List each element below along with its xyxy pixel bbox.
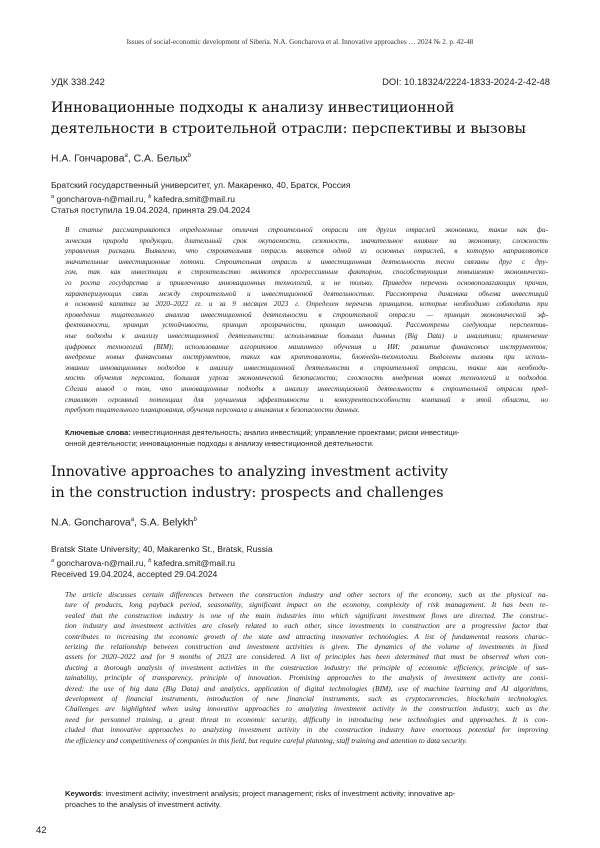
title-ru: [51, 98, 550, 140]
abstract-line: гом, так как инвестиции в строительство являются прогрессивным фактором, способствующим повышению экономическо-: [65, 268, 548, 277]
abstract-line: The article discusses certain differences between the construction industry and other sectors of the economy, such as the physical na-: [65, 590, 548, 599]
keywords-line: [65, 788, 548, 799]
abstract-line: В статье рассматриваются определенные отличия строительной отрасли от других отраслей экономики, такие как фи-: [65, 226, 548, 234]
abstract-line: tainability, principle of transparency, principle of innovation. Promising approaches to the analysis of investment activity are consi-: [65, 673, 548, 683]
author-separator: ,: [134, 517, 140, 529]
abstract-line: the efficiency and competitiveness of companies in this field, but require careful planning, staff training and attention to data security.: [65, 735, 468, 745]
title-ru-line: Инновационные подходы к анализу инвестиционной: [51, 100, 455, 116]
keywords-text: инвестиционная деятельность; анализ инвестиций; управление проектами; риски инвестици-: [130, 428, 460, 437]
abstract-en: [65, 590, 548, 746]
abstract-line: ture of products, long payback period, seasonality, significant impact on the economy, complexity of risk management. It has been re-: [65, 600, 548, 610]
affiliation-ru: [51, 180, 550, 217]
abstract-line: terizing the relationship between construction and investment activities is given. The dynamics of the volume of investments in fixed: [65, 642, 548, 652]
received-date: Статья поступила 19.04.2024, принята 29.04.2024: [51, 205, 251, 216]
keywords-text: : investment activity; investment analysis; project management; risks of investment activity; innovative ap-: [101, 789, 456, 798]
affiliation-mark: b: [193, 517, 197, 523]
email-link[interactable]: kafedra.smit@mail.ru: [151, 193, 236, 204]
author-name: N.A. Goncharova: [51, 517, 131, 529]
abstract-line: assets for 2020–2022 and for 9 months of 2023 are considered. A list of principles has been determined that must be observed when con-: [65, 652, 548, 662]
article-identifiers: [51, 76, 550, 88]
title-en-line: Innovative approaches to analyzing investment activity: [51, 464, 449, 480]
title-ru-line: деятельности в строительной отрасли: перспективы и вызовы: [51, 121, 526, 137]
abstract-line: проведении тщательного анализа инвестиционной деятельности в строительной отрасли — принцип экономической эф-: [65, 310, 548, 319]
abstract-line: внедрение новых финансовых инструментов, таких как криптовалюты, блокчейн-технологии. Выделены вызовы при исполь-: [65, 353, 548, 362]
abstract-line: требуют тщательного планирования, обучения персонала и внимания к безопасности данных.: [65, 406, 360, 415]
emails: [51, 556, 550, 569]
author-name: Н.А. Гончарова: [51, 153, 125, 165]
running-head: Issues of social-economic development of Siberia. N.A. Goncharova et al. Innovative approaches … 2024 № 2. p. 42-48: [126, 38, 474, 46]
abstract-line: dered: the use of big data (Big Data) and analytics, application of digital technologies (BIM), use of machine learning and AI algorithms,: [65, 683, 548, 693]
keywords-en: [65, 788, 548, 810]
affiliation-en: [51, 544, 550, 581]
institution: Bratsk State University; 40, Makarenko St., Bratsk, Russia: [51, 544, 273, 554]
abstract-line: ducting a thorough analysis of investment activities in the construction industry: the principle of economic efficiency, principle of sus-: [65, 662, 548, 672]
abstract-line: cluded that innovative approaches to analyzing investment activity in the construction industry have enormous potential for improving: [65, 725, 548, 735]
email-link[interactable]: kafedra.smit@mail.ru: [151, 557, 236, 568]
abstract-line: зовании инновационных подходов к анализу инвестиционной деятельности в строительной отрасли, такие как необходи-: [65, 363, 548, 372]
abstract-line: contributes to increasing the economic growth of the state and attracting innovative technologies. A list of fundamental reasons charac-: [65, 631, 548, 641]
abstract-line: ные подходы к анализу инвестиционной деятельности: использование больших данных (Big Data) и аналитики; применение: [65, 331, 548, 340]
keywords-line: онной деятельности; инновационные подходы к анализу инвестиционной деятельности.: [65, 439, 374, 448]
emails: [51, 192, 550, 205]
keywords-label: Keywords: [65, 789, 102, 798]
affiliation-mark: a: [51, 557, 55, 564]
abstract-line: характеризующих связь между строительной и инвестиционной деятельностью. Рассмотрена динамика объема инвестиций: [65, 289, 548, 298]
abstract-line: ставляют огромный потенциал для улучшения эффективности и конкурентоспособности компаний в этой области, но: [65, 395, 548, 404]
institution: Братский государственный университет, ул. Макаренко, 40, Братск, Россия: [51, 180, 351, 190]
affiliation-mark: a: [51, 193, 55, 200]
email-link[interactable]: goncharova-n@mail.ru,: [54, 557, 149, 568]
affiliation-mark: a: [124, 153, 128, 159]
abstract-line: значительные инвестиционные потоки. Строительная отрасль и инвестиционная деятельность тесно связаны друг с дру-: [65, 257, 548, 266]
abstract-line: управления рисками. Выявлено, что строительная отрасль является одной из основных отраслей, в которую направляются: [65, 247, 548, 256]
keywords-ru: [65, 427, 548, 449]
received-date: Received 19.04.2024, accepted 29.04.2024: [51, 569, 218, 580]
abstract-line: го роста государства и привлечению инновационных технологий, и не только. Приведен перечень основополагающих причин,: [65, 278, 548, 287]
abstract-line: Сделан вывод о том, что инновационные подходы к анализу инвестиционной деятельности в строительной отрасли пред-: [65, 384, 548, 393]
affiliation-mark: b: [187, 153, 192, 159]
keywords-line: proaches to the analysis of investment activity.: [65, 800, 222, 809]
email-link[interactable]: goncharova-n@mail.ru,: [54, 193, 149, 204]
abstract-line: development of financial instruments, introduction of new financial instruments, such as cryptocurrencies, blockchain technologies.: [65, 694, 548, 704]
page-number: 42: [36, 825, 47, 836]
abstract-line: мость обучения персонала, большая угроза экономической безопасности; сложность внедрения новых технологий и подходов.: [65, 374, 548, 383]
authors-ru: [51, 153, 191, 164]
abstract-line: в основной капитал за 2020–2022 гг. и за 9 месяцев 2023 г. Определен перечень принципов, которые необходимо соблюдать при: [65, 300, 548, 309]
authors-en: [51, 517, 197, 528]
title-en: [51, 462, 550, 504]
doi[interactable]: DOI: 10.18324/2224-1833-2024-2-42-48: [382, 76, 550, 87]
keywords-label: Ключевые слова:: [65, 428, 131, 437]
author-name: С.А. Белых: [133, 153, 188, 165]
abstract-line: цифровых технологий (BIM); использование алгоритмов машинного обучения и ИИ; развитие финансовых инструментов;: [65, 342, 548, 351]
abstract-line: Challenges are highlighted when using innovative approaches to analyzing investment activity in the construction industry, such as the: [65, 704, 548, 714]
abstract-line: need for personnel training, a great threat to economic security, difficulty in introducing new technologies and approaches. It is con-: [65, 714, 548, 724]
abstract-line: tion industry and investment activities are closely related to each other, since investments in construction are a progressive factor that: [65, 621, 548, 631]
affiliation-mark: b: [148, 557, 152, 564]
abstract-ru: [65, 225, 548, 416]
udk-code: УДК 338.242: [51, 76, 105, 87]
title-en-line: in the construction industry: prospects and challenges: [51, 485, 444, 501]
author-separator: ,: [127, 153, 134, 165]
abstract-line: фективности, принцип устойчивости, принцип прозрачности, принцип инноваций. Рассмотрены следующие перспектив-: [65, 321, 548, 330]
affiliation-mark: a: [130, 517, 135, 523]
abstract-line: зическая природа продукции, длительный срок окупаемости, сезонность, значительное влияние на экономику, сложность: [65, 236, 548, 245]
author-name: S.A. Belykh: [139, 517, 194, 529]
affiliation-mark: b: [148, 193, 152, 200]
abstract-line: vealed that the construction industry is one of the main industries into which significant investment flows are directed. The construc-: [65, 610, 548, 620]
keywords-line: [65, 427, 548, 438]
